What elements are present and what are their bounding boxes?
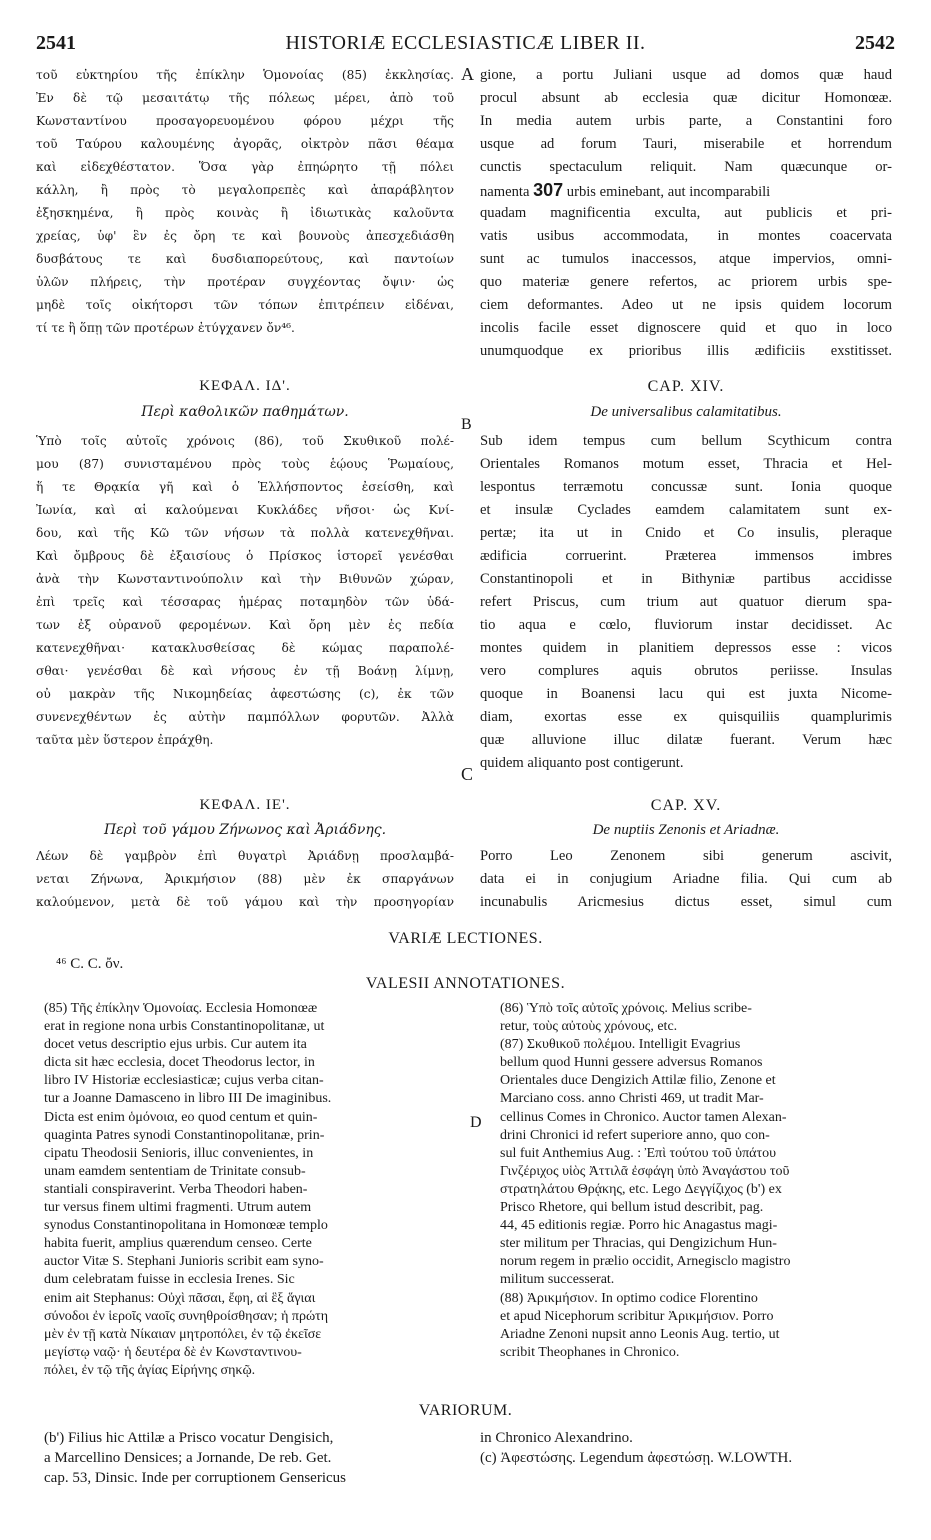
variorum-line: (b') Filius hic Attilæ a Prisco vocatur Dengisich, (44, 1430, 334, 1446)
chapter-14-latin-subtitle: De universalibus calamitatibus. (590, 404, 782, 420)
greek-line: μου (87) συνισταμένου πρὸς τοὺς ἑῴους Ῥωμαίους, (36, 457, 454, 471)
annotation-line: Prisco Rhetore, qui bellum istud describit, pag. (500, 1200, 764, 1216)
annotation-line: auctor Vitæ S. Stephani Junioris scribit eam syno- (44, 1254, 324, 1270)
annotation-line: Orientales duce Dengizich Attilæ filio, Zenone et (500, 1073, 776, 1089)
latin-line: cunctis spectaculum reliquit. Nam quæcunque or- (480, 159, 892, 175)
latin-line: diam, exortas esse ex quisquiliis quamplurimis (480, 709, 892, 725)
greek-line: ἐπὶ τρεῖς καὶ τέσσαρας ἡμέρας ποταμηδὸν τῶν ὑδά- (36, 595, 454, 609)
annotation-line: habita fuerit, amplius quærendum censeo. Certe (44, 1236, 312, 1252)
annotation-line: 44, 45 editionis regiæ. Porro hic Anagastus magi- (500, 1218, 778, 1234)
greek-line: χρείας, ὑφ' ἓν ἐς ὄρη τε καὶ βουνοὺς ἀπεσχεδιάσθη (36, 229, 454, 243)
annotation-line: militum successerat. (500, 1272, 615, 1288)
annotation-line: σύνοδοι ἐν ἱεροῖς ναοῖς συνηθροίσθησαν; ἡ πρώτη (44, 1308, 329, 1324)
greek-line: ἥ τε Θρᾳκία γῆ καὶ ὁ Ἑλλήσποντος ἐσείσθη, καὶ (36, 480, 454, 494)
page-number-right: 2542 (855, 32, 895, 54)
latin-line: quæ alluvione illuc dilatæ fuerant. Verum hæc (480, 732, 892, 748)
variorum-left-column (44, 1428, 468, 1488)
chapter-15-greek-title: ΚΕΦΑΛ. ΙΕ'. (199, 797, 291, 813)
greek-line: δυσβάτους τε καὶ δυσδιαπορεύτους, καὶ παντοίων (36, 252, 454, 266)
annotation-line: enim ait Stephanus: Οὐχὶ πᾶσαι, ἔφη, αἱ ἓξ ἅγιαι (44, 1290, 316, 1306)
annotation-line: (85) Τῆς ἐπίκλην Ὁμονοίας. Ecclesia Homonœæ (44, 1001, 318, 1016)
greek-line: Ἐν δὲ τῷ μεσαιτάτῳ τῆς πόλεως μέρει, ἀπὸ τοῦ (36, 91, 454, 105)
annotation-line: sul fuit Anthemius Aug. : Ἐπὶ τούτου τοῦ ὑπάτου (500, 1145, 777, 1161)
chapter-15-latin-title: CAP. XV. (650, 797, 722, 814)
variorum-line: (c) Ἀφεστώσης. Legendum ἀφεστώσῃ. W.LOWTH. (480, 1450, 793, 1466)
annotation-line: scribit Theophanes in Chronico. (500, 1344, 680, 1360)
greek-line: τοῦ εὐκτηρίου τῆς ἐπίκλην Ὁμονοίας (85) ἐκκλησίας. (36, 68, 454, 82)
latin-line: In media autem urbis parte, a Constantini foro (480, 113, 892, 129)
latin-line: procul absunt ab ecclesia quæ dicitur Homonœæ. (480, 90, 892, 106)
margin-letter-b: B (461, 416, 472, 433)
greek-line: ἐξησκημένα, ἢ πρὸς κοινὰς ἢ ἰδιωτικὰς καλοῦντα (36, 206, 454, 220)
variae-lectiones-heading: VARIÆ LECTIONES. (388, 930, 543, 947)
latin-line: tio aqua e cœlo, fluviorum instar decidisset. Ac (480, 617, 892, 633)
latin-line: incunabulis Aricmesius dictus esset, simul cum (480, 894, 892, 910)
latin-line: Sub idem tempus cum bellum Scythicum contra (480, 433, 892, 449)
annotation-line: Marciano coss. anno Christi 469, ut tradit Mar- (500, 1091, 764, 1107)
latin-line: quadam magnificentia exculta, aut publicis et pri- (480, 205, 892, 221)
annotation-line: πόλει, ἐν τῷ τῆς ἁγίας Εἰρήνης σηκῷ. (44, 1362, 256, 1378)
greek-column-top (36, 64, 454, 340)
greek-line: Κωνσταντίνου προσαγορευομένου φόρου μέχρι τῆς (36, 114, 454, 128)
latin-line: sunt ac tumulos inaccessos, atque impervios, omni- (480, 251, 892, 267)
latin-line: Porro Leo Zenonem sibi generum ascivit, (480, 848, 892, 864)
greek-line: σθαι· γενέσθαι δὲ καὶ νήσους ἐν τῇ Βοάνῃ λίμνῃ, (36, 664, 454, 678)
valesii-annotationes-heading: VALESII ANNOTATIONES. (365, 975, 566, 992)
latin-line: gione, a portu Juliani usque ad domos quæ haud (480, 67, 892, 83)
annotation-line: stantiali conspiraverint. Verba Theodori haben- (44, 1181, 308, 1197)
latin-line: lespontus terræmotu concussæ sunt. Ionia quoque (480, 479, 892, 495)
annotation-line: cellinus Comes in Chronico. Auctor tamen Alexan- (500, 1109, 787, 1125)
annotation-line: (86) Ὑπὸ τοῖς αὐτοῖς χρόνοις. Melius scribe- (500, 1001, 752, 1016)
greek-line: κατενεχθῆναι· κατακλυσθείσας δὲ κώμας παραπολέ- (36, 641, 454, 655)
greek-line: Ὑπὸ τοῖς αὐτοῖς χρόνοις (86), τοῦ Σκυθικοῦ πολέ- (36, 434, 454, 448)
latin-line: et insulæ Cyclades eamdem calamitatem sunt ex- (480, 502, 892, 518)
annotation-line: cipatu Theodosii Senioris, illuc convenientes, in (44, 1145, 314, 1161)
chapter-15-latin-subtitle: De nuptiis Zenonis et Ariadnæ. (592, 822, 780, 838)
variorum-line: a Marcellino Densices; a Jornande, De reb. Get. (44, 1450, 332, 1466)
annotation-line: μεγίστῳ ναῷ· ἡ δευτέρα δὲ ἐν Κωνσταντινου- (44, 1344, 302, 1360)
greek-line: κάλλη, ἢ πρὸς τὸ μεγαλοπρεπὲς καὶ ἀπαράβλητον (36, 183, 454, 197)
annotation-line: dum celebratam fuisse in ecclesia Irenes. Sic (44, 1272, 295, 1288)
latin-line: ciem deformantes. Adeo ut ne ipsis quidem locorum (480, 297, 892, 313)
greek-line: καὶ εἰδεχθέστατον. Ὅσα γὰρ ἐπηώρητο τῇ πόλει (36, 160, 454, 174)
annotation-line: μὲν ἐν τῇ κατὰ Νίκαιαν μητροπόλει, ἐν τῷ ἐκεῖσε (44, 1326, 322, 1342)
latin-line-end: urbis eminebant, aut incomparabili (566, 184, 771, 200)
greek-line: μηδὲ τοῖς οἰκήτορσι τῶν τόπων ἐπιτρέπειν εἰδέναι, (36, 298, 454, 312)
latin-line: pertæ; ita ut in Cnido et Co insulis, pleraque (480, 525, 892, 541)
annotation-line: norum regem in prælio occidit, Arnegisclo magistro (500, 1254, 791, 1270)
annotation-line: drini Chronici id refert superiore anno, quo con- (500, 1127, 770, 1143)
annotations-right-column (500, 1000, 892, 1362)
variorum-right-column (480, 1428, 892, 1468)
margin-letter-a: A (461, 64, 474, 84)
page-number-left: 2541 (36, 32, 76, 54)
latin-line: montes quidem in planitiem depressos esse : vicos (480, 640, 892, 656)
latin-line: quoque in Boanensi lacu qui est juxta Nicome- (480, 686, 892, 702)
chapter-14-greek-title: ΚΕΦΑΛ. ΙΔ'. (199, 378, 291, 394)
latin-line: Constantinopoli et in Bithyniæ partibus accidisse (480, 571, 892, 587)
greek-line: νεται Ζήνωνα, Ἀρικμήσιον (88) μὲν ἐκ σπαργάνων (36, 872, 454, 886)
annotation-line: synodus Constantinopolitana in Homonœæ templo (44, 1218, 328, 1234)
annotation-line: unam eamdem sententiam de Trinitate consub- (44, 1163, 306, 1179)
latin-line: quo materiæ genere refertos, ac priorem urbis spe- (480, 274, 892, 290)
annotation-line: στρατηλάτου Θρᾴκης, etc. Lego Δεγγίζιχος (b') ex (500, 1181, 782, 1197)
latin-line: data ei in conjugium Ariadne filia. Qui cum ab (480, 871, 892, 887)
greek-line: Ἰωνία, καὶ αἱ καλούμεναι Κυκλάδες νῆσοι· ὡς Κνί- (36, 503, 454, 517)
variorum-heading: VARIORUM. (418, 1402, 513, 1419)
latin-column-top (480, 64, 892, 363)
latin-line-with-marker (480, 179, 892, 202)
annotation-line: Ariadne Zenoni nupsit anno Leonis Aug. tertio, ut (500, 1326, 780, 1342)
latin-line: incolis facile esset dignoscere quid et quo in loco (480, 320, 892, 336)
annotation-line: (88) Ἀρικμήσιον. In optimo codice Florentino (500, 1290, 758, 1306)
greek-line: Λέων δὲ γαμβρὸν ἐπὶ θυγατρὶ Ἀριάδνῃ προσλαμβά- (36, 849, 454, 863)
annotation-line: docet vetus descriptio ejus urbis. Cur autem ita (44, 1037, 307, 1053)
variorum-line: cap. 53, Dinsic. Inde per corruptionem Gensericus (44, 1470, 346, 1486)
running-title: HISTORIÆ ECCLESIASTICÆ LIBER II. (285, 32, 646, 54)
chapter-14-greek-subtitle: Περὶ καθολικῶν παθημάτων. (141, 404, 349, 420)
greek-line: συνενεχθέντων ἐς αὐτὴν παμπόλλων φορυτῶν. Ἀλλὰ (36, 710, 454, 724)
chapter-15-greek-subtitle: Περὶ τοῦ γάμου Ζήνωνος καὶ Ἀριάδνης. (103, 822, 387, 838)
latin-line: usque ad forum Tauri, miserabile et horrendum (480, 136, 892, 152)
greek-line: δου, καὶ τῆς Κῶ τῶν νήσων τὰ πολλὰ κατενεχθῆναι. (36, 526, 454, 540)
latin-line: unumquodque ex prioribus illis ædificiis exstitisset. (480, 343, 892, 359)
annotation-line: retur, τοὺς αὐτοὺς χρόνους, etc. (500, 1019, 678, 1035)
annotation-line: Dicta est enim ὁμόνοια, eo quod centum et quin- (44, 1109, 318, 1125)
greek-line: Καὶ ὄμβρους δὲ ἐξαισίους ὁ Πρίσκος ἱστορεῖ γενέσθαι (36, 549, 454, 563)
margin-letter-c: C (461, 764, 474, 784)
annotation-line: ster militum per Thracias, qui Dengizichum Hun- (500, 1236, 777, 1252)
greek-line: τοῦ Ταύρου καλουμένης ἀγορᾶς, οἰκτρὸν πᾶσι θέαμα (36, 137, 454, 151)
greek-line: των ἐξ οὐρανοῦ φερομένων. Καὶ ὄρη μὲν ἐς πεδία (36, 618, 454, 632)
annotation-line: Γινζέριχος υἱὸς Ἀττιλᾶ ἐσφάγη ὑπὸ Ἀναγάστου τοῦ (500, 1163, 790, 1179)
annotation-line: et apud Nicephorum scribitur Ἀρικμήσιον. Porro (500, 1308, 774, 1324)
latin-column-chapter-14 (480, 430, 892, 775)
page-header (36, 32, 895, 56)
annotation-line: (87) Σκυθικοῦ πολέμου. Intelligit Evagrius (500, 1037, 741, 1053)
latin-line: vero complures aquis obrutos periisse. Insulas (480, 663, 892, 679)
margin-letter-d: D (470, 1114, 482, 1131)
latin-line: quidem aliquanto post contigerunt. (480, 755, 684, 771)
chapter-14-latin-title: CAP. XIV. (647, 378, 725, 395)
column-marker-307: 307 (533, 180, 564, 200)
annotation-line: tur versus finem ultimi fragmenti. Utrum autem (44, 1200, 312, 1216)
greek-line: ὑλῶν πλήρεις, τὴν προτέραν συγχέοντας ὄψιν· ὡς (36, 275, 454, 289)
annotation-line: tur a Joanne Damasceno in libro III De imaginibus. (44, 1091, 332, 1107)
latin-line: Orientales Romanos motum esset, Thracia et Hel- (480, 456, 892, 472)
latin-line: ædificia corruerint. Præterea immensos imbres (480, 548, 892, 564)
greek-line: τί τε ἢ ὅπῃ τῶν προτέρων ἐτύγχανεν ὄν⁴⁶. (36, 321, 295, 335)
latin-line: refert Priscus, cum trium aut quatuor dierum spa- (480, 594, 892, 610)
annotations-left-column (44, 1000, 466, 1380)
variant-reading-note: ⁴⁶ C. C. ὄν. (56, 956, 124, 972)
latin-column-chapter-15 (480, 845, 892, 914)
greek-line: ἀνὰ τὴν Κωνσταντινούπολιν καὶ τὴν Βιθυνῶν χώραν, (36, 572, 454, 586)
annotation-line: erat in regione nona urbis Constantinopolitanæ, ut (44, 1019, 325, 1035)
annotation-line: dicta sit hæc ecclesia, docet Theodorus lector, in (44, 1055, 315, 1071)
greek-line: οὐ μακρὰν τῆς Νικομηδείας ἀφεστώσης (c), ἐκ τῶν (36, 687, 454, 701)
latin-line: vatis usibus accommodata, in montes coacervata (480, 228, 892, 244)
annotation-line: libro IV Historiæ ecclesiasticæ; cujus verba citan- (44, 1073, 324, 1089)
annotation-line: quaginta Patres synodi Constantinopolitanæ, prin- (44, 1127, 325, 1143)
latin-line-start: namenta (480, 184, 530, 200)
greek-column-chapter-14 (36, 430, 454, 752)
greek-line: καλούμενον, μετὰ δὲ τοῦ γάμου καὶ τὴν προσηγορίαν (36, 895, 454, 909)
greek-line: ταῦτα μὲν ὕστερον ἐπράχθη. (36, 733, 214, 747)
greek-column-chapter-15 (36, 845, 454, 914)
variorum-line: in Chronico Alexandrino. (480, 1430, 633, 1446)
annotation-line: bellum quod Hunni gessere adversus Romanos (500, 1055, 763, 1071)
